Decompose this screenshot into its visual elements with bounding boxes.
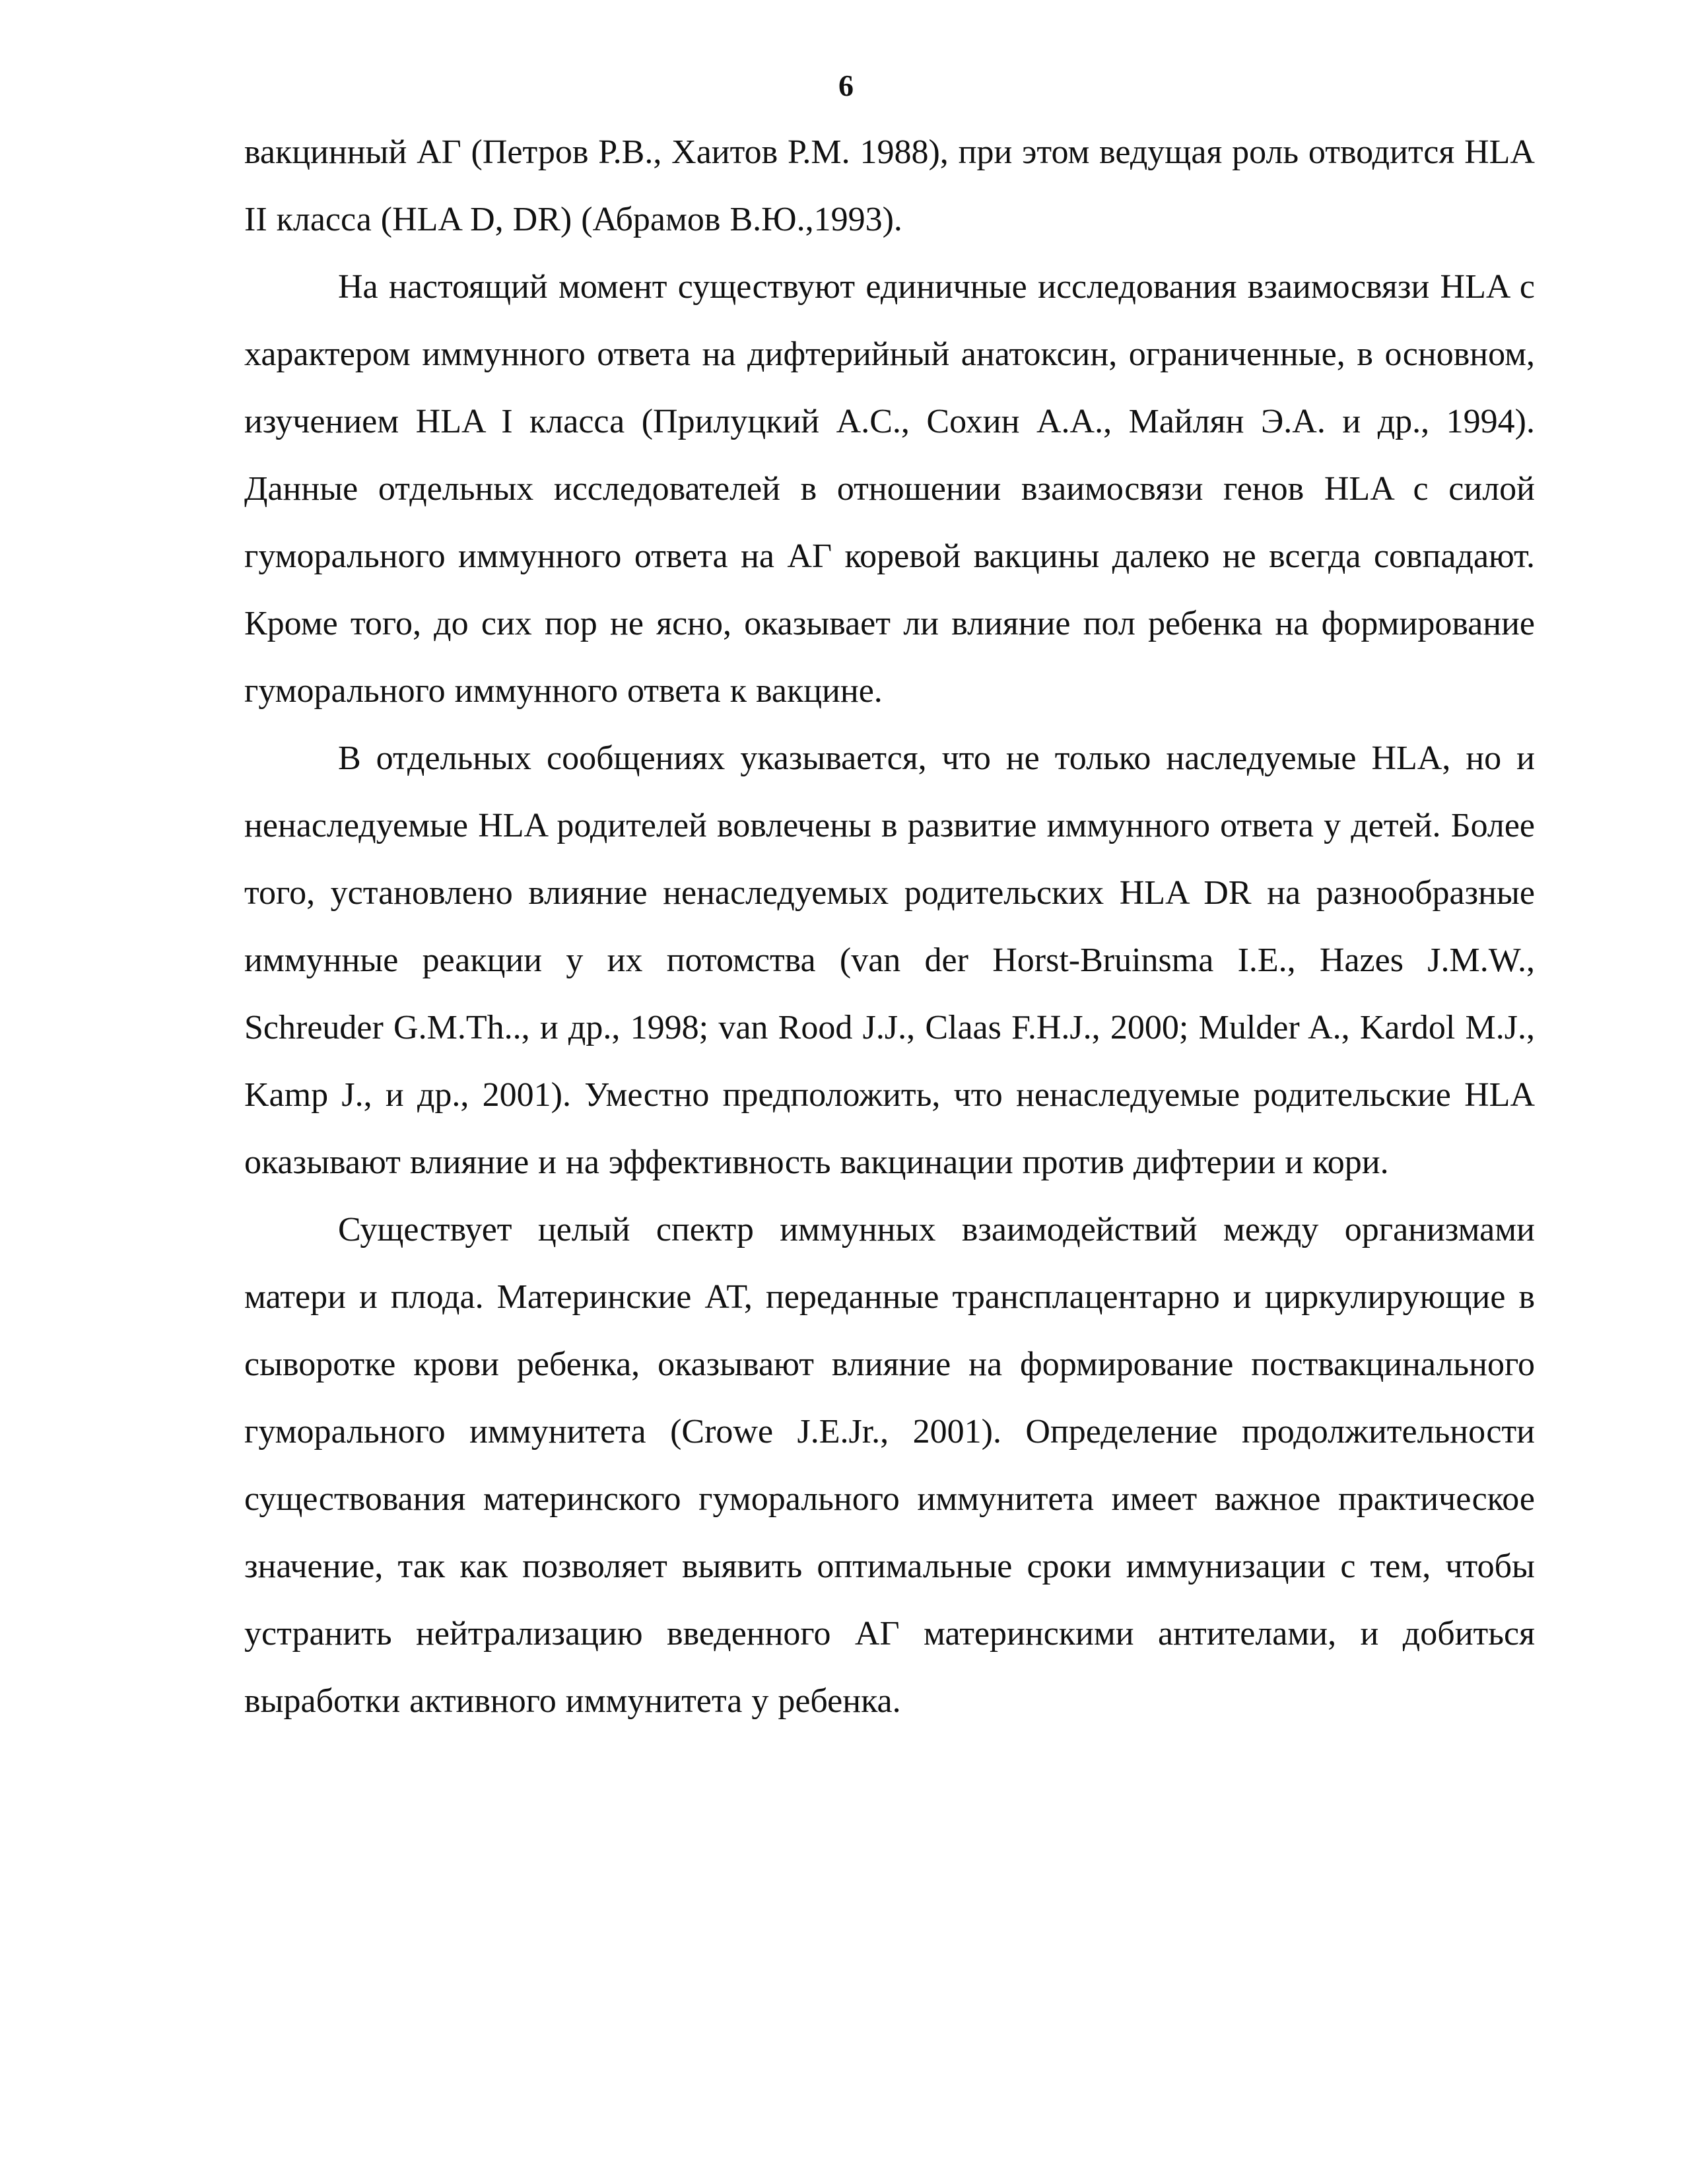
page-number: 6: [838, 69, 854, 102]
body-text: [244, 119, 1535, 1735]
paragraph-continuation: вакцинный АГ (Петров Р.В., Хаитов Р.М. 1988), при этом ведущая роль отводится HLA II класса (HLA D, DR) (Абрамов В.Ю.,1993).: [244, 133, 1535, 238]
paragraph-hla-diphtheria: На настоящий момент существуют единичные исследования взаимосвязи HLA с характером иммунного ответа на дифтерийный анатоксин, ограниченные, в основном, изучением HLA I класса (Прилуцкий А.С., Сохин А.А., Майлян Э.А. и др., 1994). Данные отдельных исследователей в отношении взаимосвязи генов HLA с силой гуморального иммунного ответа на АГ коревой вакцины далеко не всегда совпадают. Кроме того, до сих пор не ясно, оказывает ли влияние пол ребенка на формирование гуморального иммунного ответа к вакцине.: [244, 268, 1535, 710]
paragraph-noninherited-hla: В отдельных сообщениях указывается, что не только наследуемые HLA, но и ненаследуемые HLA родителей вовлечены в развитие иммунного ответа у детей. Более того, установлено влияние ненаследуемых родительских HLA DR на разнообразные иммунные реакции у их потомства (van der Horst-Bruinsma I.E., Hazes J.M.W., Schreuder G.M.Th.., и др., 1998; van Rood J.J., Claas F.H.J., 2000; Mulder A., Kardol M.J., Kamp J., и др., 2001). Уместно предположить, что ненаследуемые родительские HLA оказывают влияние и на эффективность вакцинации против дифтерии и кори.: [244, 739, 1535, 1181]
paragraph-maternal-immunity: Существует целый спектр иммунных взаимодействий между организмами матери и плода. Материнские АТ, переданные трансплацентарно и циркулирующие в сыворотке крови ребенка, оказывают влияние на формирование поствакцинального гуморального иммунитета (Crowe J.E.Jr., 2001). Определение продолжительности существования материнского гуморального иммунитета имеет важное практическое значение, так как позволяет выявить оптимальные сроки иммунизации с тем, чтобы устранить нейтрализацию введенного АГ материнскими антителами, и добиться выработки активного иммунитета у ребенка.: [244, 1211, 1535, 1720]
